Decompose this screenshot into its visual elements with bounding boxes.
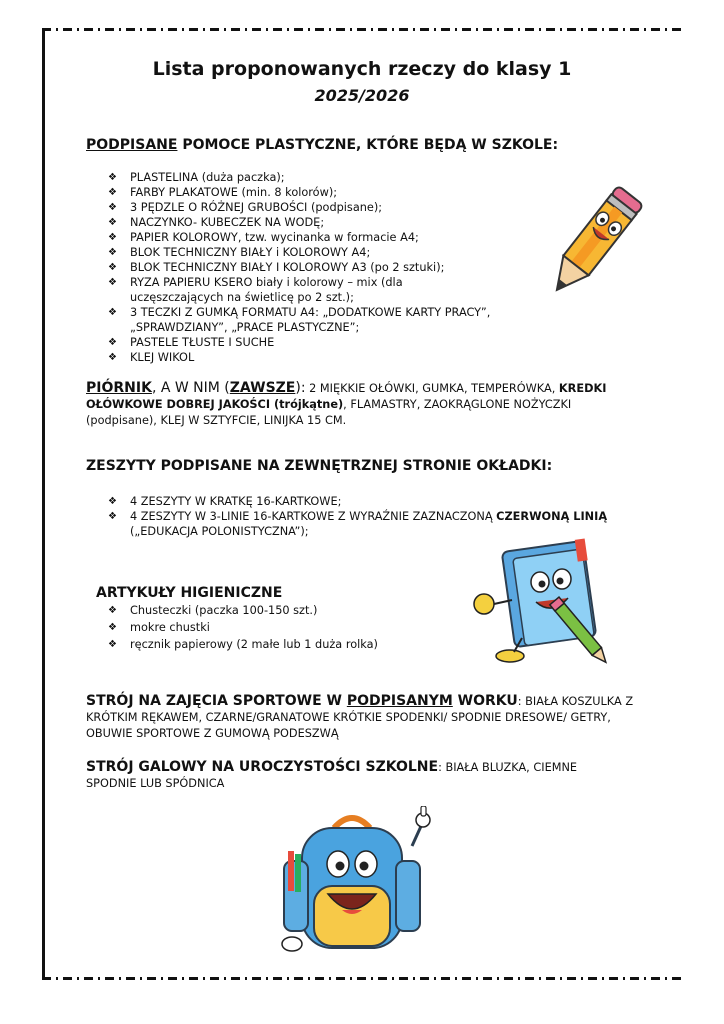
list-item: ❖ 4 ZESZYTY W KRATKĘ 16-KARTKOWE;	[108, 494, 633, 509]
list-item: ❖ mokre chustki	[108, 619, 448, 636]
hygiene-heading: ARTYKUŁY HIGIENICZNE	[96, 585, 283, 601]
pencilcase-label: PIÓRNIK	[86, 380, 152, 396]
list-item	[108, 509, 633, 539]
notebook-item2-pre: 4 ZESZYTY W 3-LINIE 16-KARTKOWE Z WYRAŹNIE ZAZNACZONĄ	[130, 510, 497, 523]
pencilcase-paragraph	[86, 380, 631, 429]
list-item: ❖ NACZYNKO- KUBECZEK NA WODĘ;	[108, 215, 493, 230]
list-item: ❖ 3 TECZKI Z GUMKĄ FORMATU A4: „DODATKOWE KARTY PRACY”, „SPRAWDZIANY”, „PRACE PLASTYCZNE”;	[108, 305, 495, 335]
list-item: ❖ 3 PĘDZLE O RÓŻNEJ GRUBOŚCI (podpisane);	[108, 200, 493, 215]
list-item: ❖ BLOK TECHNICZNY BIAŁY i KOLOROWY A4;	[108, 245, 493, 260]
notebooks-list	[108, 494, 633, 539]
list-item: ❖ FARBY PLAKATOWE (min. 8 kolorów);	[108, 185, 493, 200]
notebook-cartoon-icon	[470, 538, 630, 668]
list-item: ❖ PAPIER KOLOROWY, tzw. wycinanka w formacie A4;	[108, 230, 493, 245]
backpack-cartoon-icon	[262, 806, 442, 956]
list-item: ❖ Chusteczki (paczka 100-150 szt.)	[108, 602, 448, 619]
formal-paragraph	[86, 759, 626, 792]
art-heading-rest: POMOCE PLASTYCZNE, KTÓRE BĘDĄ W SZKOLE:	[177, 137, 559, 153]
art-supplies-list	[108, 170, 493, 365]
list-item: ❖ KLEJ WIKOL	[108, 350, 493, 365]
formal-text: : BIAŁA BLUZKA, CIEMNE SPODNIE LUB SPÓDNICA	[86, 761, 578, 790]
art-supplies-heading	[86, 137, 558, 153]
pencilcase-mid2: ):	[295, 380, 306, 396]
page-title: Lista proponowanych rzeczy do klasy 1	[152, 58, 572, 80]
notebooks-heading: ZESZYTY PODPISANE NA ZEWNĘTRZNEJ STRONIE OKŁADKI:	[86, 458, 553, 474]
pencilcase-bold: KREDKI OŁÓWKOWE DOBREJ JAKOŚCI (trójkątne)	[86, 382, 607, 411]
sports-heading-underlined: PODPISANYM	[346, 693, 453, 709]
list-item: ❖ ręcznik papierowy (2 małe lub 1 duża rolka)	[108, 636, 448, 653]
pencilcase-always: ZAWSZE	[229, 380, 296, 396]
hygiene-list	[108, 602, 448, 653]
sports-heading-2: WORKU	[452, 693, 518, 709]
pencilcase-mid1: , A W NIM (	[151, 380, 230, 396]
pencil-cartoon-icon	[530, 180, 655, 310]
pencilcase-text2: , FLAMASTRY, ZAOKRĄGLONE NOŻYCZKI (podpisane), KLEJ W SZTYFCIE, LINIJKA 15 CM.	[86, 398, 572, 427]
sports-text: : BIAŁA KOSZULKA Z KRÓTKIM RĘKAWEM, CZARNE/GRANATOWE KRÓTKIE SPODENKI/ SPODNIE DRESOWE/ GETRY, OBUWIE SPORTOWE Z GUMOWĄ PODESZWĄ	[86, 695, 634, 740]
notebook-item2-post: („EDUKACJA POLONISTYCZNA”);	[130, 525, 309, 538]
list-item: ❖ BLOK TECHNICZNY BIAŁY I KOLOROWY A3 (po 2 sztuki);	[108, 260, 493, 275]
formal-heading: STRÓJ GALOWY NA UROCZYSTOŚCI SZKOLNE	[86, 759, 439, 775]
art-heading-underlined: PODPISANE	[86, 137, 178, 153]
list-item: ❖ RYZA PAPIERU KSERO biały i kolorowy – mix (dla uczęszczających na świetlicę po 2 szt.);	[108, 275, 480, 305]
sports-paragraph	[86, 693, 646, 742]
list-item: ❖ PASTELE TŁUSTE I SUCHE	[108, 335, 493, 350]
sports-heading-1: STRÓJ NA ZAJĘCIA SPORTOWE W	[86, 693, 347, 709]
school-year: 2025/2026	[314, 86, 410, 105]
list-item: ❖ PLASTELINA (duża paczka);	[108, 170, 493, 185]
notebook-item2-bold: CZERWONĄ LINIĄ	[496, 510, 608, 523]
pencilcase-text1: 2 MIĘKKIE OŁÓWKI, GUMKA, TEMPERÓWKA,	[305, 382, 556, 395]
